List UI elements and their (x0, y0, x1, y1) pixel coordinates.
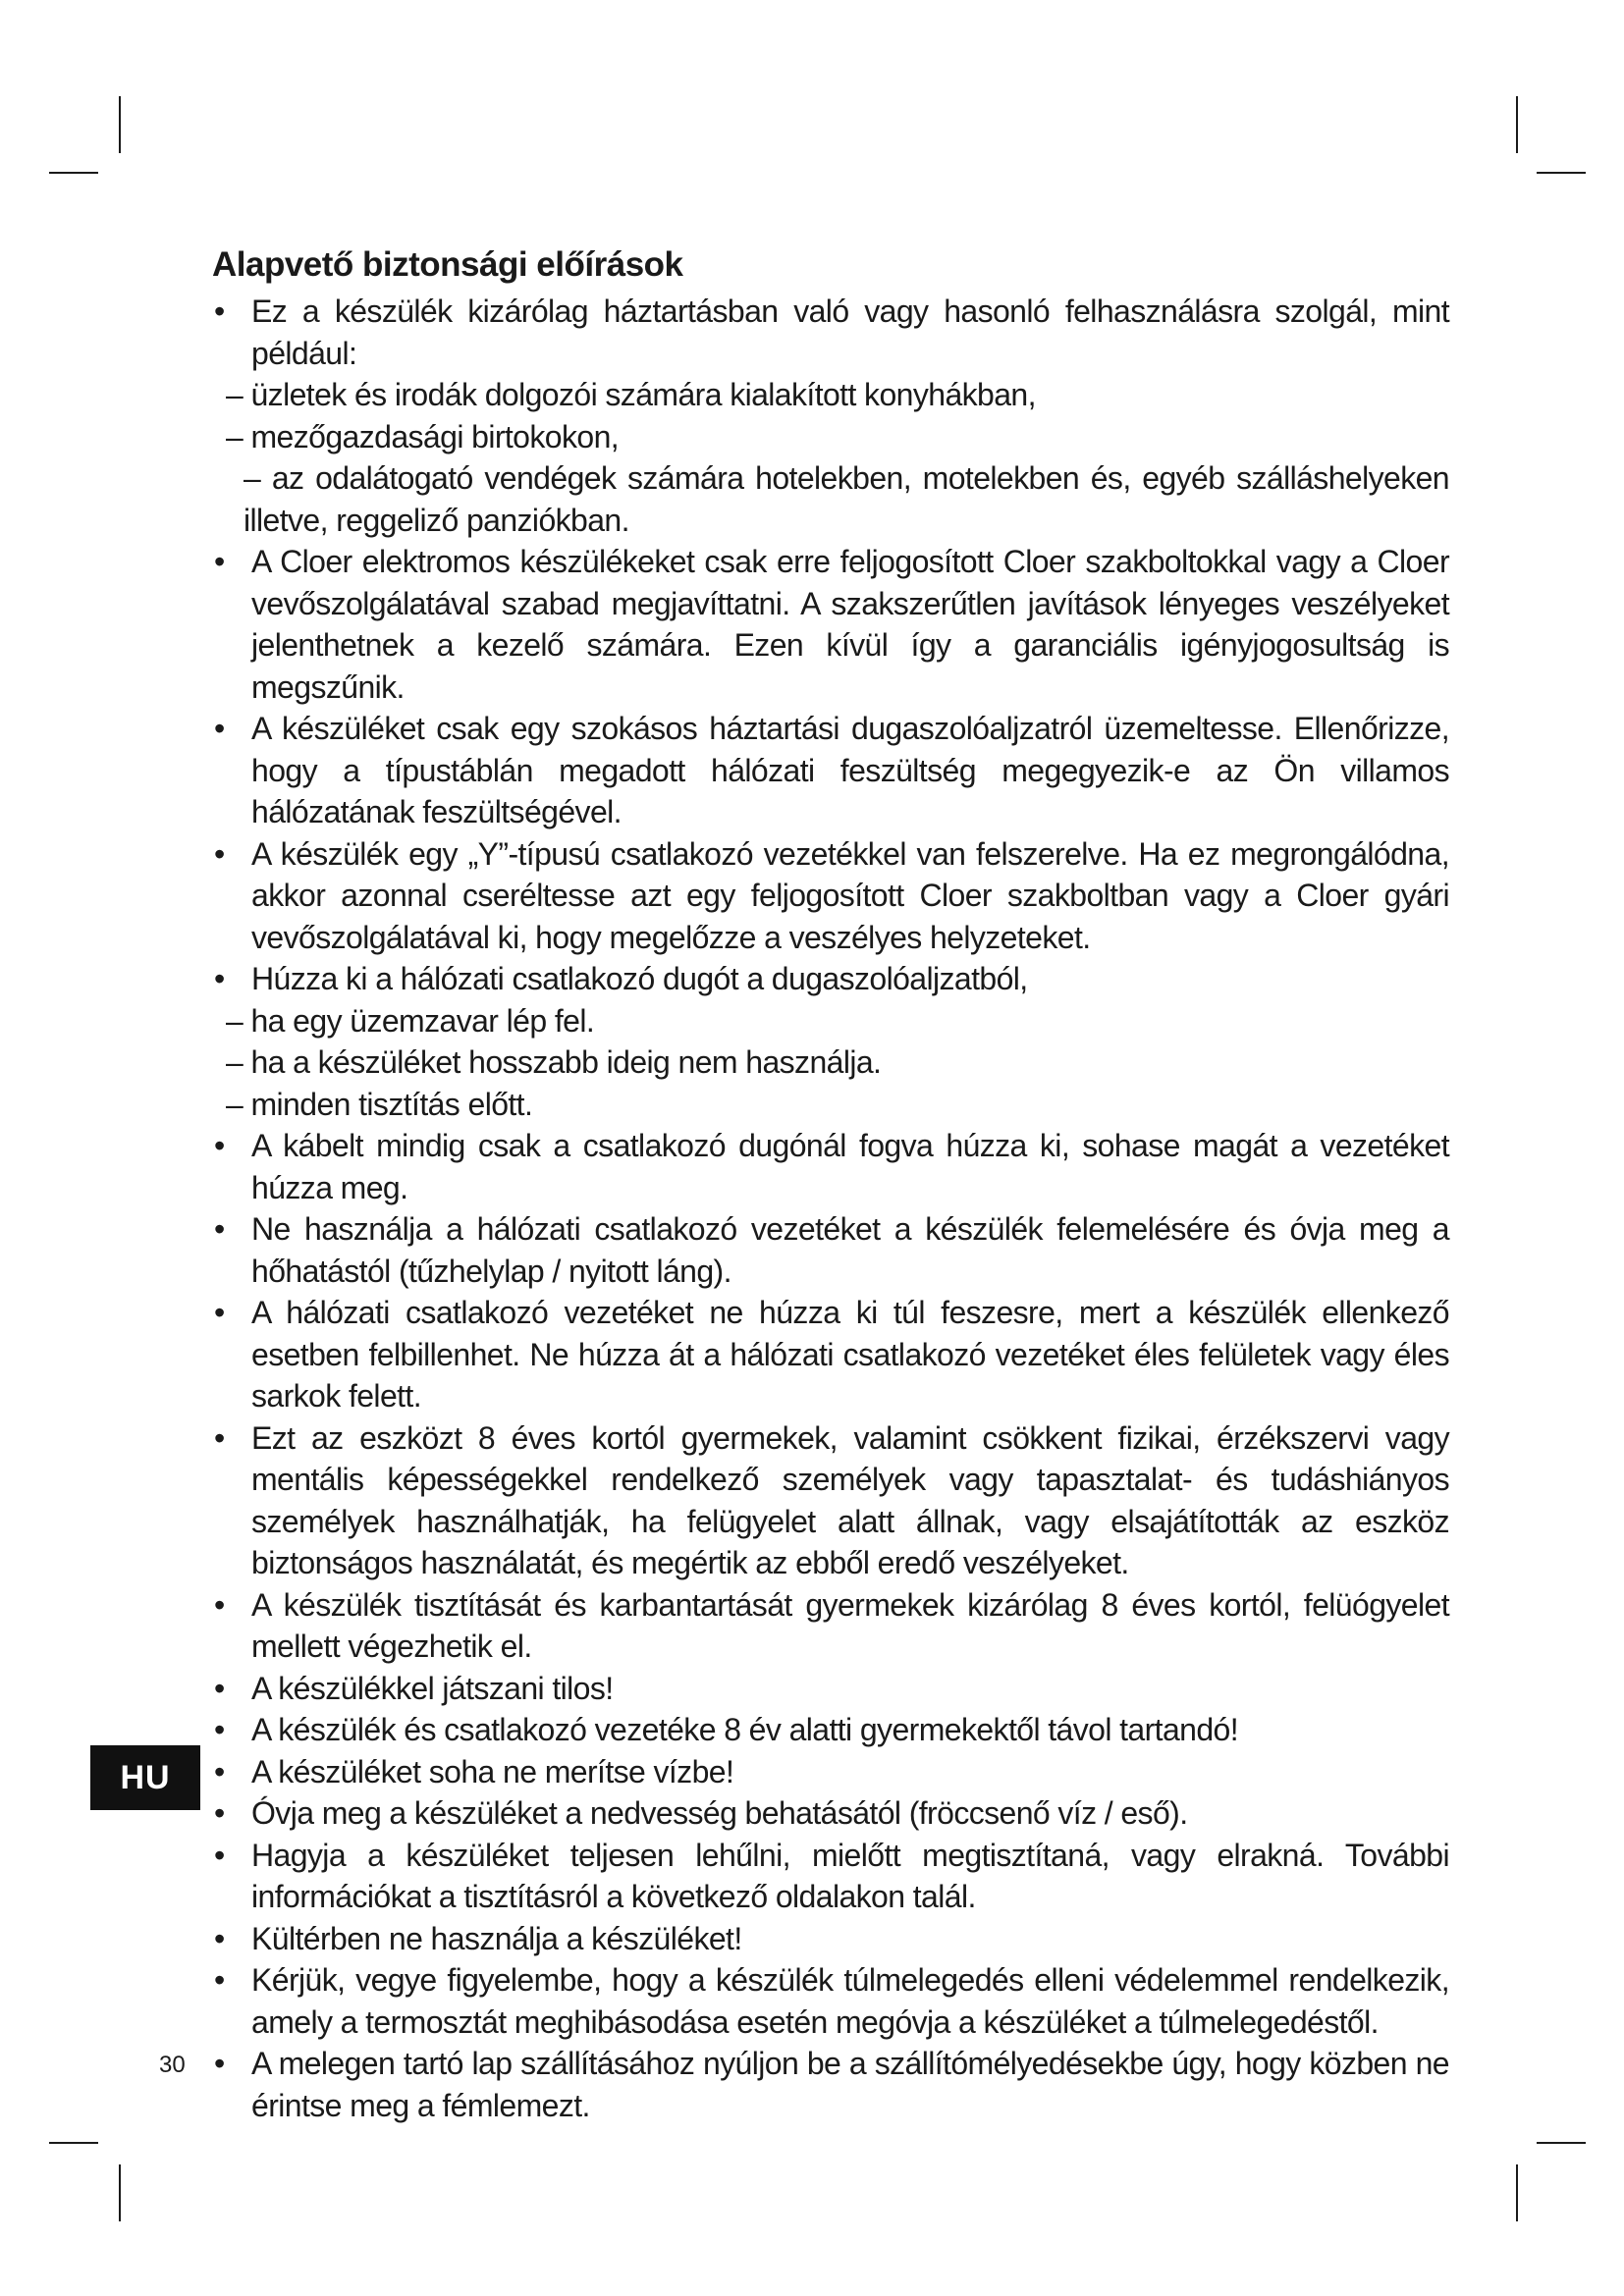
language-badge: HU (90, 1745, 200, 1810)
dash-item: – minden tisztítás előtt. (226, 1086, 533, 1122)
crop-mark-bottom-right-vertical (1516, 2164, 1518, 2221)
section-title: Alapvető biztonsági előírások (212, 245, 683, 284)
dash-item: – ha a készüléket hosszabb ideig nem használja. (226, 1044, 882, 1080)
crop-mark-top-right-vertical (1516, 96, 1518, 153)
dash-item: – üzletek és irodák dolgozói számára kialakított konyhákban, (226, 377, 1036, 412)
bullet-item: • A kábelt mindig csak a csatlakozó dugónál fogva húzza ki, sohase magát a vezetéket húzza meg. (212, 1125, 1449, 1208)
safety-list (212, 291, 1449, 2126)
crop-mark-bottom-left-vertical (119, 2164, 121, 2221)
bullet-item: • A készülék egy „Y”-típusú csatlakozó vezetékkel van felszerelve. Ha ez megrongálódna, akkor azonnal cseréltesse azt egy feljogosított Cloer szakboltban vagy a Cloer gyári vevőszolgálatával ki, hogy megelőzze a veszélyes helyzeteket. (212, 833, 1449, 959)
bullet-item: • A készüléket soha ne merítse vízbe! (212, 1751, 1449, 1793)
bullet-item: • Kültérben ne használja a készüléket! (212, 1918, 1449, 1960)
bullet-item: • Ezt az eszközt 8 éves kortól gyermekek, valamint csökkent fizikai, érzékszervi vagy mentális képességekkel rendelkező személyek vagy tapasztalat- és tudáshiányos személyek használhatják, ha felügyelet alatt állnak, vagy elsajátították az eszköz biztonságos használatát, és megértik az ebből eredő veszélyeket. (212, 1417, 1449, 1584)
crop-mark-top-right-horizontal (1537, 172, 1586, 174)
bullet-item: • Hagyja a készüléket teljesen lehűlni, mielőtt megtisztítaná, vagy elrakná. További információkat a tisztításról a következő oldalakon talál. (212, 1835, 1449, 1918)
dash-item: – ha egy üzemzavar lép fel. (226, 1002, 595, 1039)
bullet-item: • Óvja meg a készüléket a nedvesség behatásától (fröccsenő víz / eső). (212, 1792, 1449, 1835)
crop-mark-bottom-right-horizontal (1537, 2142, 1586, 2144)
dash-item: – mezőgazdasági birtokokon, (226, 418, 620, 454)
bullet-item: • Kérjük, vegye figyelembe, hogy a készülék túlmelegedés elleni védelemmel rendelkezik, amely a termosztát meghibásodása esetén megóvja a készüléket a túlmelegedéstől. (212, 1959, 1449, 2043)
bullet-item: • A készülék és csatlakozó vezetéke 8 év alatti gyermekektől távol tartandó! (212, 1709, 1449, 1751)
bullet-item: • A készüléket csak egy szokásos háztartási dugaszolóaljzatról üzemeltesse. Ellenőrizze, hogy a típustáblán megadott hálózati feszültség megegyezik-e az Ön villamos hálózatának feszültségével. (212, 708, 1449, 833)
crop-mark-bottom-left-horizontal (49, 2142, 98, 2144)
bullet-item: • Húzza ki a hálózati csatlakozó dugót a dugaszolóaljzatból, (212, 958, 1449, 1000)
bullet-item: • A hálózati csatlakozó vezetéket ne húzza ki túl feszesre, mert a készülék ellenkező esetben felbillenhet. Ne húzza át a hálózati csatlakozó vezetéket éles felületek vagy éles sarkok felett. (212, 1292, 1449, 1417)
document-body (212, 243, 1449, 2126)
bullet-item: • A készülék tisztítását és karbantartását gyermekek kizárólag 8 éves kortól, felüógyelet mellett végezhetik el. (212, 1584, 1449, 1668)
bullet-item: • A készülékkel játszani tilos! (212, 1668, 1449, 1710)
page-number: 30 (159, 2052, 186, 2078)
crop-mark-top-left-horizontal (49, 172, 98, 174)
bullet-item: • A melegen tartó lap szállításához nyúljon be a szállítómélyedésekbe úgy, hogy közben ne érintse meg a fémlemezt. (212, 2043, 1449, 2126)
bullet-item: • Ez a készülék kizárólag háztartásban való vagy hasonló felhasználásra szolgál, mint például: (212, 291, 1449, 374)
crop-mark-top-left-vertical (119, 96, 121, 153)
bullet-item: • Ne használja a hálózati csatlakozó vezetéket a készülék felemelésére és óvja meg a hőhatástól (tűzhelylap / nyitott láng). (212, 1208, 1449, 1292)
dash-item: – az odalátogató vendégek számára hotelekben, motelekben és, egyéb szálláshelyeken illetve, reggeliző panziókban. (244, 460, 1449, 538)
bullet-item: • A Cloer elektromos készülékeket csak erre feljogosított Cloer szakboltokkal vagy a Cloer vevőszolgálatával szabad megjavíttatni. A szakszerűtlen javítások lényeges veszélyeket jelenthetnek a kezelő számára. Ezen kívül így a garanciális igényjogosultság is megszűnik. (212, 541, 1449, 708)
